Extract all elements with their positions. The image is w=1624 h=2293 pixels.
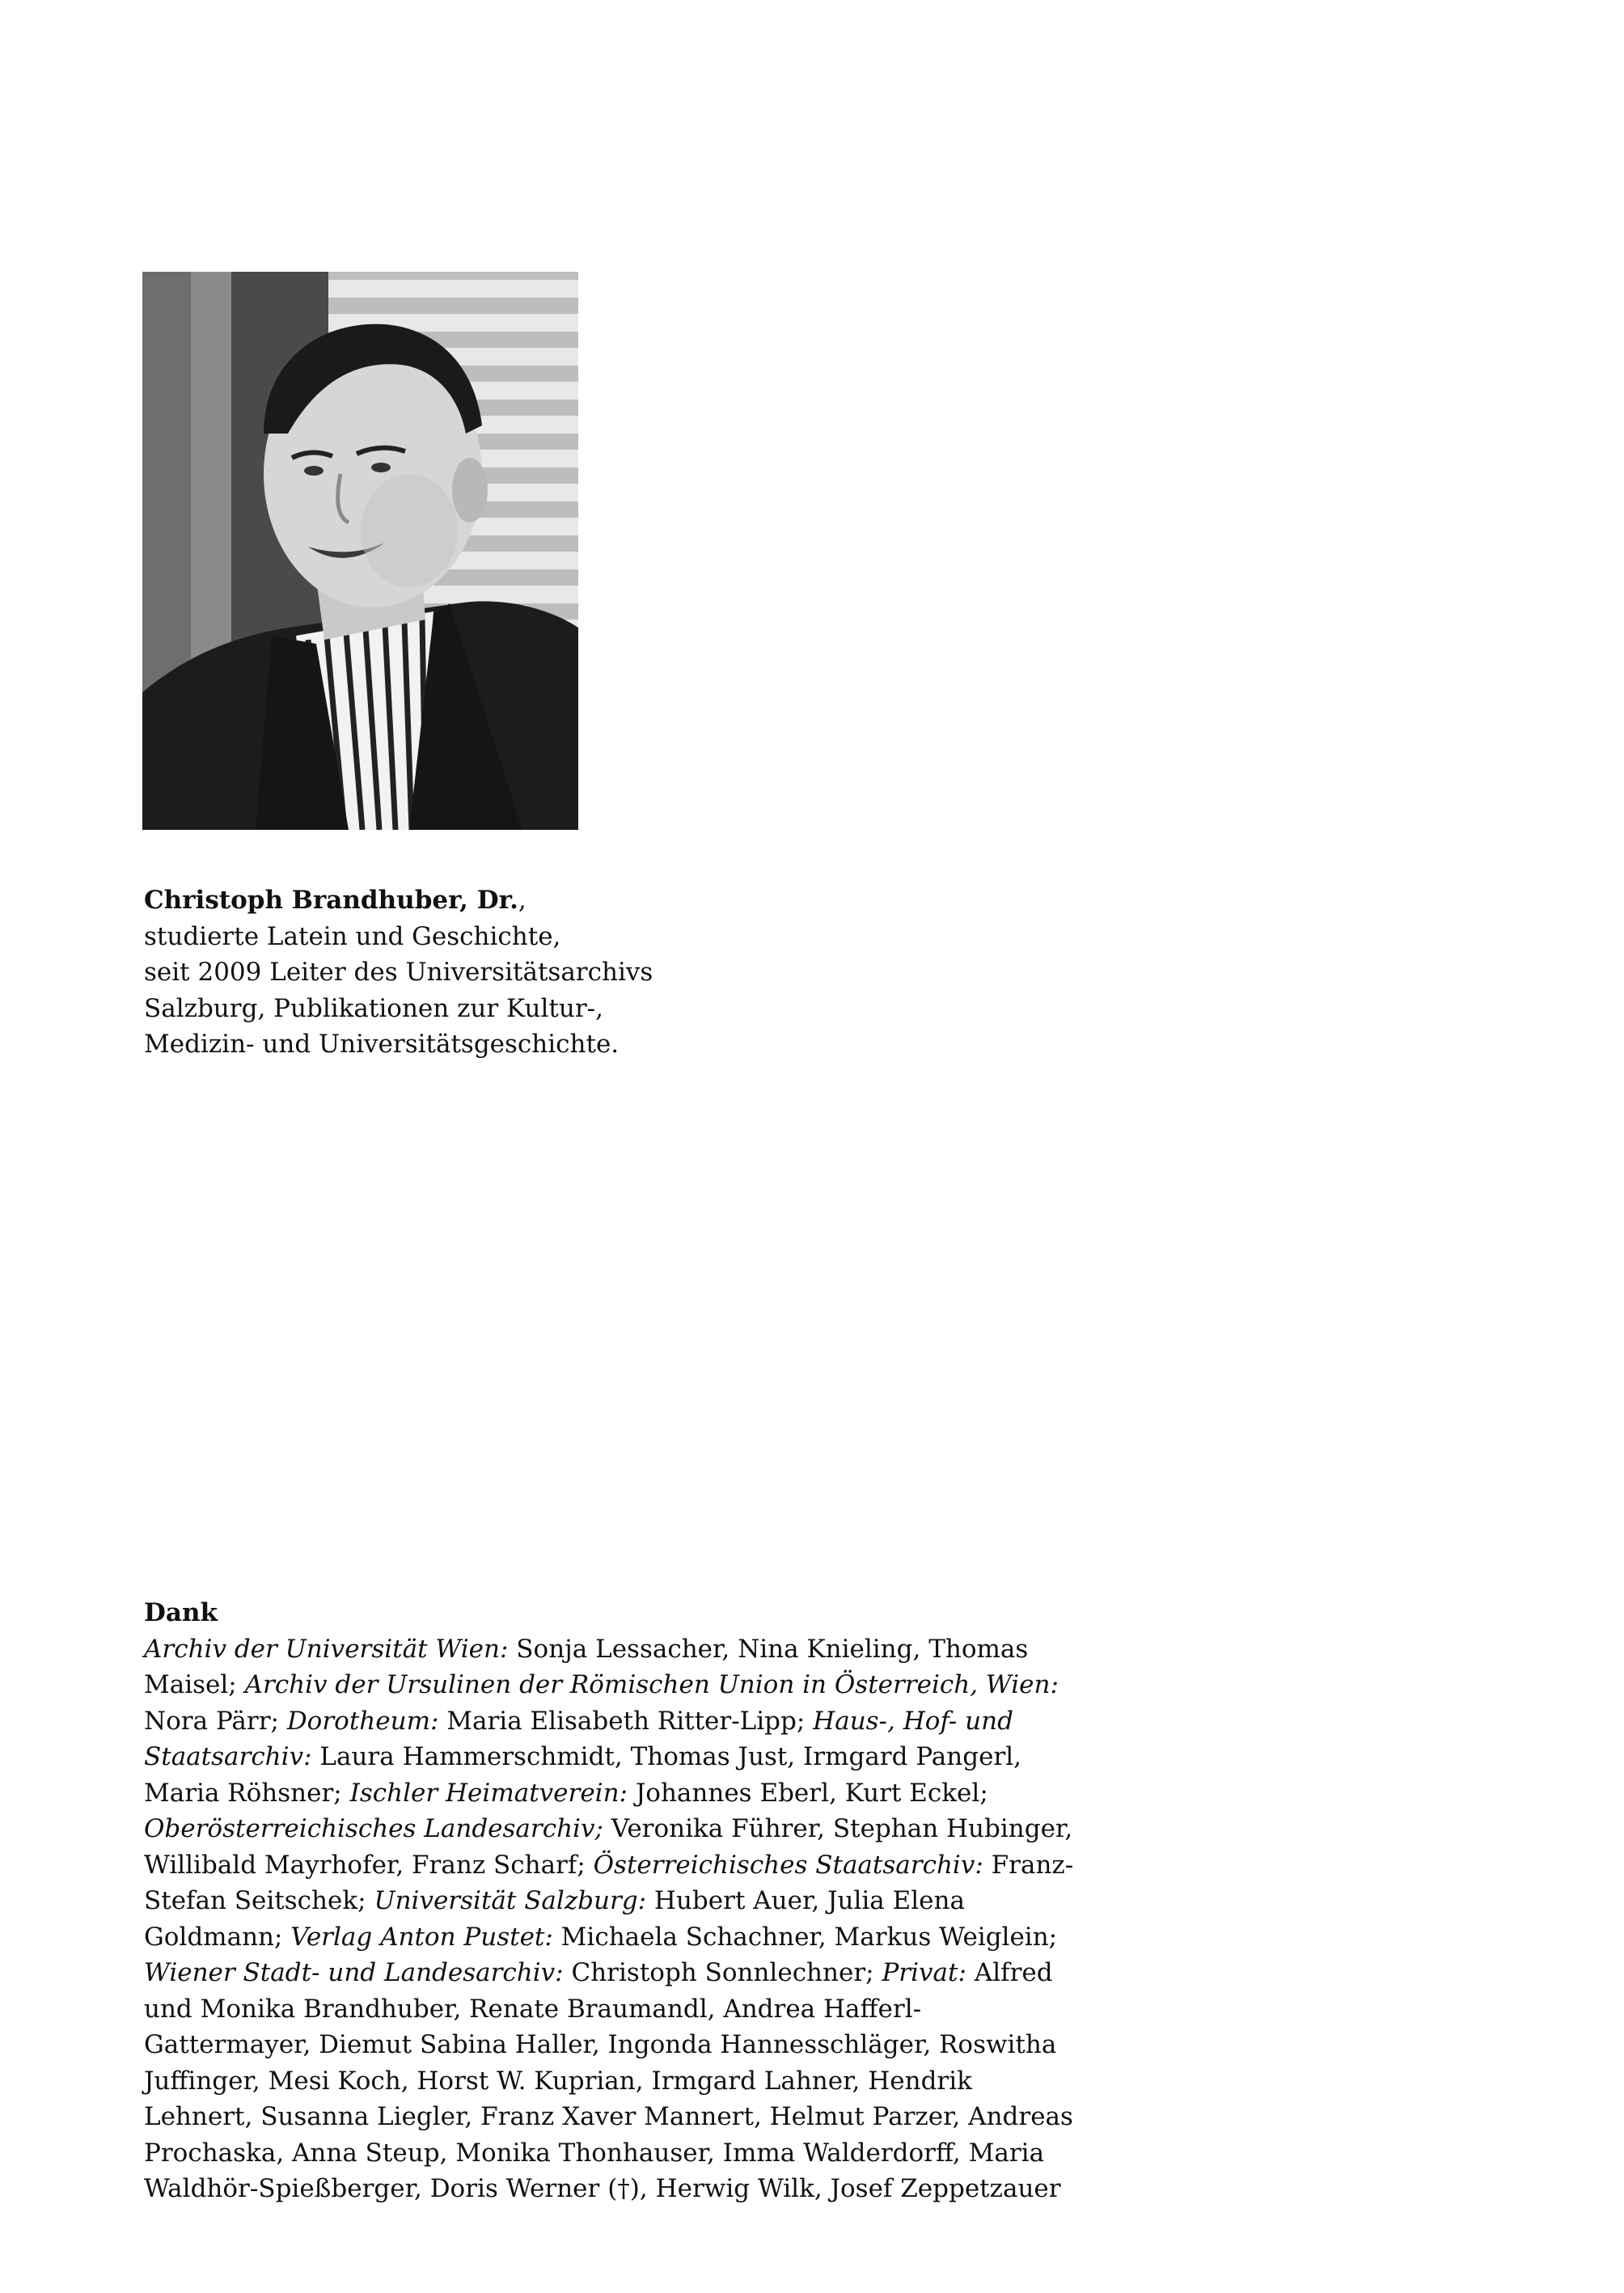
institution-name: Ischler Heimatverein: [349,1778,628,1808]
institution-name: Dorotheum: [286,1706,439,1736]
author-bio [144,882,872,1063]
acknowledgements [144,1595,1082,2207]
person-photo-icon [142,272,578,830]
contributor-names: Johannes Eberl, Kurt Eckel; [628,1778,988,1808]
bio-line: Salzburg, Publikationen zur Kultur-, [144,993,603,1023]
institution-name: Archiv der Ursulinen der Römischen Union in Österreich, Wien: [244,1670,1059,1699]
institution-name: Wiener Stadt- und Landesarchiv: [144,1958,564,1987]
institution-name: Österreichisches Staatsarchiv: [593,1850,983,1880]
contributor-names: Franz-Stefan Seitschek; [144,1850,1074,1915]
bio-first-line [144,882,872,919]
institution-name: Archiv der Universität Wien: [144,1634,509,1664]
author-name: Christoph Brandhuber, Dr. [144,886,518,915]
contributor-names: Christoph Sonnlechner; [563,1958,882,1987]
bio-line: Medizin- und Universitätsgeschichte. [144,1030,620,1059]
contributor-names: Alfred und Monika Brandhuber, Renate Braumandl, Andrea Hafferl-Gattermayer, Diemut Sabina Haller, Ingonda Hannesschläger, Roswitha Juffinger, Mesi Koch, Horst W. Kuprian, Irmgard Lahner, Hendrik Lehnert, Susanna Liegler, Franz Xaver Mannert, Helmut Parzer, Andreas Prochaska, Anna Steup, Monika Thonhauser, Imma Walderdorff, Maria Waldhör-Spießberger, Doris Werner (†), Herwig Wilk, Josef Zeppetzauer [144,1958,1073,2203]
bio-line: studierte Latein und Geschichte, [144,921,561,951]
institution-name: Haus-, Hof- und Staatsarchiv: [144,1706,1013,1771]
institution-name: Universität Salzburg: [374,1886,647,1915]
author-name-suffix: , [518,886,527,915]
author-portrait [142,272,578,830]
contributor-names: Maria Elisabeth Ritter-Lipp; [438,1706,814,1736]
institution-name: Privat: [882,1958,966,1987]
institution-name: Verlag Anton Pustet: [290,1922,553,1952]
contributor-names: Hubert Auer, Julia Elena Goldmann; [144,1886,965,1952]
bio-line: seit 2009 Leiter des Universitätsarchivs [144,958,653,987]
contributor-names: Sonja Lessacher, Nina Knieling, Thomas Maisel; [144,1634,1029,1699]
acknowledgements-title: Dank [144,1598,218,1627]
contributor-names: Veronika Führer, Stephan Hubinger, Willibald Mayrhofer, Franz Scharf; [144,1814,1073,1880]
contributor-names: Michaela Schachner, Markus Weiglein; [552,1922,1058,1952]
contributor-names: Nora Pärr; [144,1706,287,1736]
acknowledgements-body [144,1631,1082,2207]
institution-name: Oberösterreichisches Landesarchiv; [144,1814,603,1843]
contributor-names: Laura Hammerschmidt, Thomas Just, Irmgard Pangerl, Maria Röhsner; [144,1742,1022,1808]
